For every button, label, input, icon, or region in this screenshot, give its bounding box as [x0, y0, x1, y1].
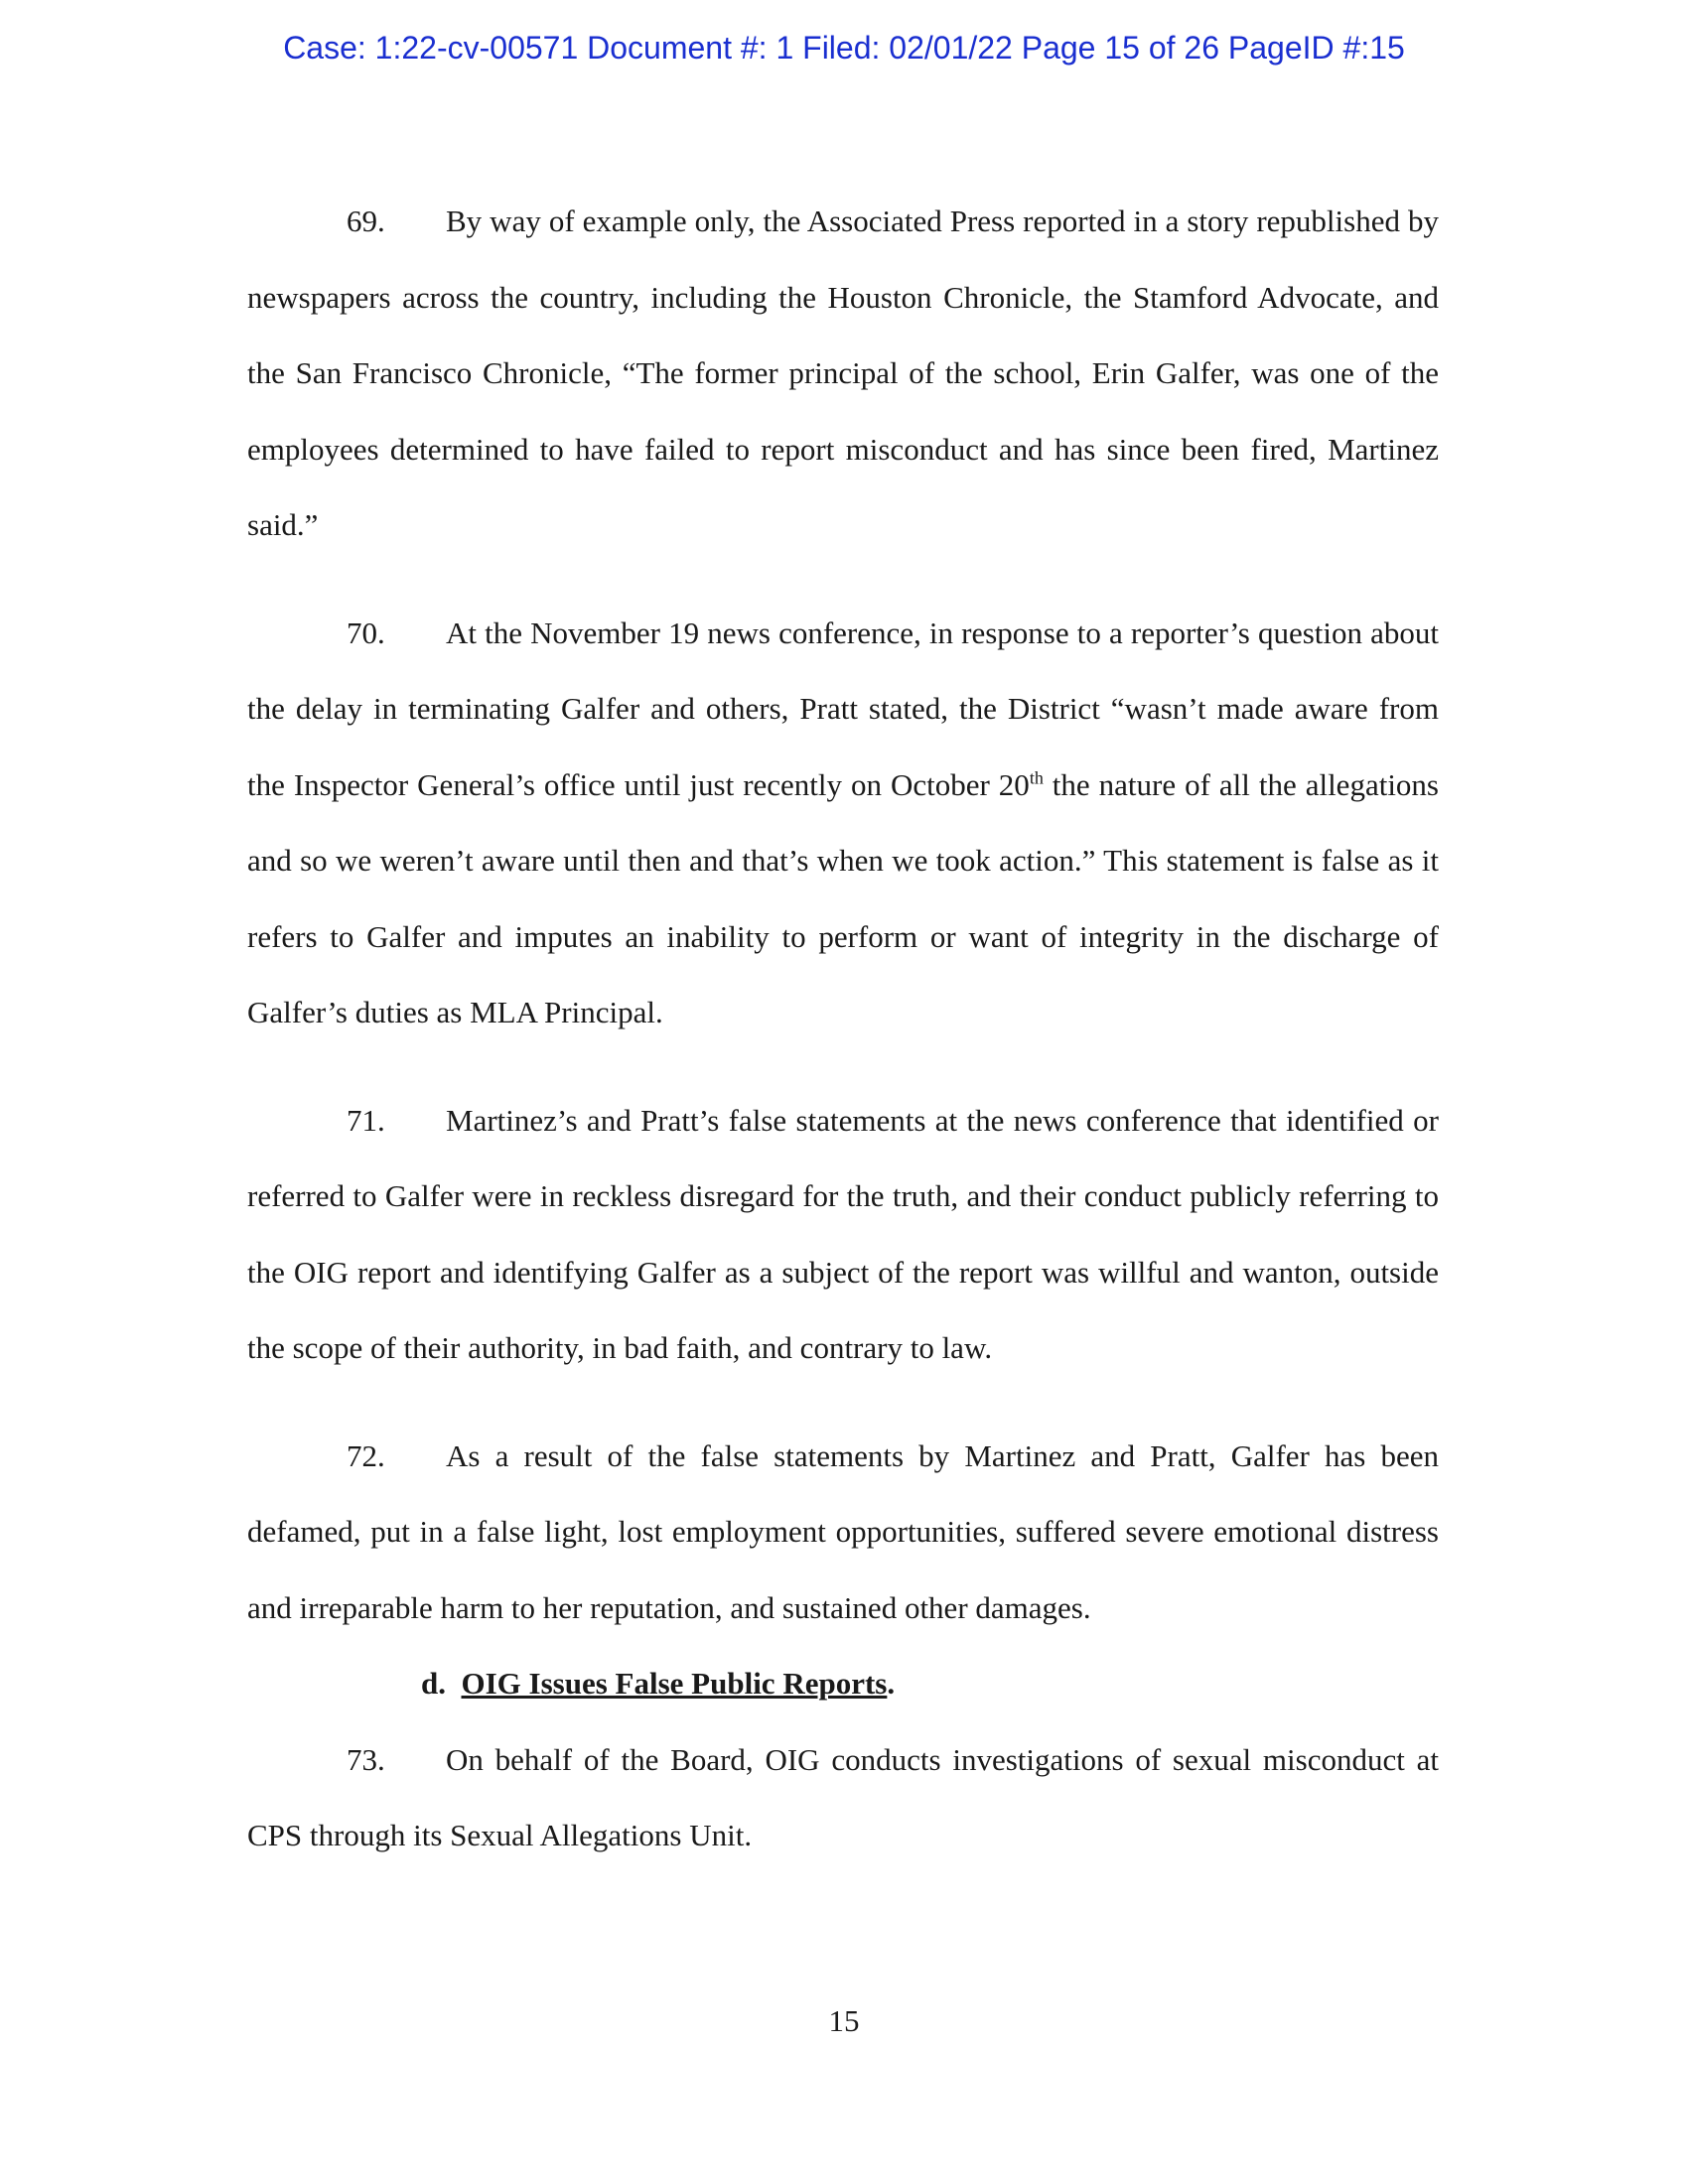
paragraph-number: 72.	[347, 1437, 385, 1473]
paragraph-number: 71.	[347, 1102, 385, 1138]
paragraph-69	[247, 184, 1439, 564]
paragraph-text: By way of example only, the Associated Press reported in a story republished by newspapers across the country, including the Houston Chronicle, the Stamford Advocate, and the San Francisco Chronicle, “The former principal of the school, Erin Galfer, was one of the employees determined to have failed to report misconduct and has since been fired, Martinez said.”	[247, 204, 1439, 542]
ordinal-superscript: th	[1029, 767, 1044, 788]
section-heading	[247, 1646, 1439, 1722]
page-number: 15	[828, 2003, 860, 2038]
document-body	[247, 184, 1439, 1906]
paragraph-text-part-2: the nature of all the allegations and so we weren’t aware until then and that’s when we took action.” This statement is false as it refers to Galfer and imputes an inability to perform or want of integrity in the discharge of Galfer’s duties as MLA Principal.	[247, 766, 1439, 1029]
case-header: Case: 1:22-cv-00571 Document #: 1 Filed: 02/01/22 Page 15 of 26 PageID #:15	[283, 30, 1405, 66]
paragraph-number: 73.	[347, 1741, 385, 1777]
section-title: OIG Issues False Public Reports	[461, 1666, 888, 1701]
paragraph-71	[247, 1083, 1439, 1387]
paragraph-text-part-1: At the November 19 news conference, in response to a reporter’s question about the delay in terminating Galfer and others, Pratt stated, the District “wasn’t made aware from the Inspector General’s office until just recently on October 20	[247, 614, 1439, 802]
paragraph-70	[247, 596, 1439, 1051]
paragraph-text: Martinez’s and Pratt’s false statements at the news conference that identified or referred to Galfer were in reckless disregard for the truth, and their conduct publicly referring to the OIG report and identifying Galfer as a subject of the report was willful and wanton, outside the scope of their authority, in bad faith, and contrary to law.	[247, 1102, 1439, 1365]
paragraph-number: 70.	[347, 614, 385, 650]
section-title-period: .	[887, 1666, 896, 1701]
paragraph-number: 69.	[347, 204, 385, 238]
paragraph-text: As a result of the false statements by Martinez and Pratt, Galfer has been defamed, put in a false light, lost employment opportunities, suffered severe emotional distress and irreparable harm to her reputation, and sustained other damages.	[247, 1437, 1439, 1625]
paragraph-72	[247, 1419, 1439, 1647]
paragraph-text: On behalf of the Board, OIG conducts investigations of sexual misconduct at CPS through its Sexual Allegations Unit.	[247, 1741, 1439, 1852]
section-letter: d.	[421, 1666, 446, 1701]
paragraph-73	[247, 1722, 1439, 1874]
